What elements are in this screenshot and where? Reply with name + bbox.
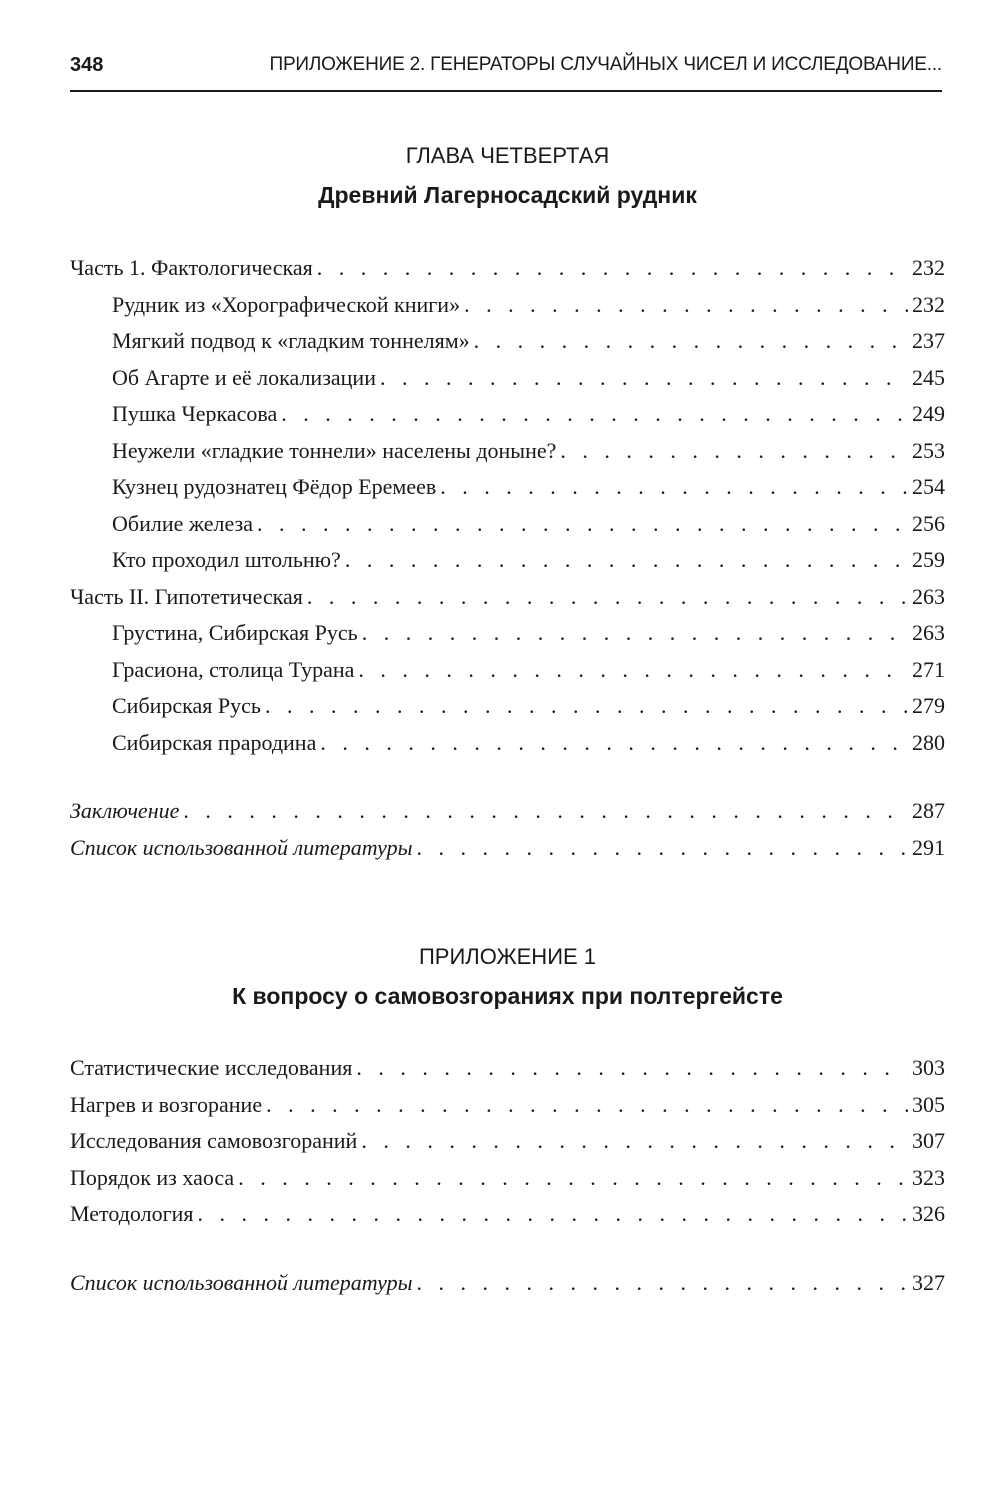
toc-entry[interactable] bbox=[70, 688, 945, 725]
toc-entry[interactable] bbox=[70, 1050, 945, 1087]
toc-entry[interactable] bbox=[70, 506, 945, 543]
dot-leader bbox=[560, 433, 908, 470]
chapter-heading bbox=[70, 141, 945, 211]
toc-entry-page: 326 bbox=[912, 1201, 945, 1226]
toc-entry-title: Список использованной литературы bbox=[70, 834, 413, 860]
dot-leader bbox=[198, 1196, 908, 1233]
dot-leader bbox=[361, 1123, 908, 1160]
dot-leader bbox=[320, 725, 908, 762]
toc-entry-title: Сибирская прародина bbox=[112, 729, 317, 755]
appendix-heading bbox=[70, 942, 945, 1012]
toc-entry[interactable] bbox=[70, 360, 945, 397]
toc-entry-title: Пушка Черкасова bbox=[112, 401, 278, 426]
chapter-label: ГЛАВА ЧЕТВЕРТАЯ bbox=[405, 143, 610, 168]
appendix-toc bbox=[70, 1050, 945, 1301]
toc-entry-page: 237 bbox=[912, 328, 945, 353]
toc-entry-page: 253 bbox=[912, 437, 945, 463]
dot-leader bbox=[307, 579, 908, 616]
toc-entry-title: Кто проходил штольню? bbox=[112, 547, 341, 572]
toc-entry[interactable] bbox=[70, 579, 945, 616]
toc-entry[interactable] bbox=[70, 830, 945, 867]
toc-entry[interactable] bbox=[70, 1196, 945, 1233]
dot-leader bbox=[238, 1160, 908, 1197]
toc-entry[interactable] bbox=[70, 615, 945, 652]
toc-entry-title: Рудник из «Хорографической книги» bbox=[112, 291, 461, 317]
toc-entry-title: Сибирская Русь bbox=[112, 693, 261, 718]
dot-leader bbox=[362, 615, 908, 652]
dot-leader bbox=[266, 1087, 908, 1124]
dot-leader bbox=[464, 287, 908, 324]
toc-entry-title: Об Агарте и её локализации bbox=[112, 364, 376, 390]
toc-gap bbox=[70, 1233, 945, 1265]
toc-entry-page: 263 bbox=[912, 583, 945, 609]
toc-entry-page: 279 bbox=[912, 693, 945, 718]
toc-entry-page: 305 bbox=[912, 1091, 945, 1117]
toc-entry-page: 263 bbox=[912, 620, 945, 645]
toc-entry-page: 291 bbox=[912, 834, 945, 860]
appendix-title: К вопросу о самовозгораниях при полтергейсте bbox=[232, 983, 783, 1009]
toc-entry[interactable] bbox=[70, 1087, 945, 1124]
toc-entry-page: 254 bbox=[912, 474, 945, 499]
toc-entry-title: Грасиона, столица Турана bbox=[112, 656, 355, 682]
dot-leader bbox=[345, 542, 908, 579]
chapter-toc bbox=[70, 250, 945, 866]
appendix-label: ПРИЛОЖЕНИЕ 1 bbox=[418, 944, 597, 969]
toc-entry-page: 249 bbox=[912, 401, 945, 426]
toc-entry[interactable] bbox=[70, 1265, 945, 1302]
toc-entry[interactable] bbox=[70, 396, 945, 433]
toc-entry-page: 303 bbox=[912, 1055, 945, 1080]
toc-entry-page: 323 bbox=[912, 1164, 945, 1190]
toc-entry-title: Неужели «гладкие тоннели» населены доныне? bbox=[112, 437, 557, 463]
toc-entry[interactable] bbox=[70, 793, 945, 830]
toc-entry-title: Методология bbox=[70, 1201, 194, 1226]
dot-leader bbox=[474, 323, 908, 360]
toc-entry-page: 232 bbox=[912, 255, 945, 280]
running-header bbox=[70, 50, 942, 86]
dot-leader bbox=[380, 360, 908, 397]
toc-entry[interactable] bbox=[70, 542, 945, 579]
toc-entry-page: 232 bbox=[912, 291, 945, 317]
dot-leader bbox=[265, 688, 908, 725]
toc-entry-page: 256 bbox=[912, 510, 945, 536]
dot-leader bbox=[317, 250, 908, 287]
toc-entry-title: Обилие железа bbox=[112, 510, 254, 536]
toc-entry-page: 271 bbox=[912, 656, 945, 682]
toc-entry-title: Список использованной литературы bbox=[70, 1269, 413, 1295]
toc-entry[interactable] bbox=[70, 469, 945, 506]
toc-entry-page: 307 bbox=[912, 1128, 945, 1153]
toc-entry-title: Часть II. Гипотетическая bbox=[70, 583, 303, 609]
toc-entry-page: 327 bbox=[912, 1269, 945, 1295]
toc-entry[interactable] bbox=[70, 1123, 945, 1160]
dot-leader bbox=[281, 396, 908, 433]
header-rule bbox=[70, 90, 942, 92]
dot-leader bbox=[257, 506, 908, 543]
toc-entry-title: Грустина, Сибирская Русь bbox=[112, 620, 358, 645]
toc-entry-page: 287 bbox=[912, 798, 945, 823]
dot-leader bbox=[183, 793, 908, 830]
toc-entry[interactable] bbox=[70, 287, 945, 324]
toc-entry-title: Нагрев и возгорание bbox=[70, 1091, 263, 1117]
toc-entry-title: Кузнец рудознатец Фёдор Еремеев bbox=[112, 474, 437, 499]
toc-entry-title: Часть 1. Фактологическая bbox=[70, 255, 313, 280]
toc-entry-title: Исследования самовозгораний bbox=[70, 1128, 358, 1153]
running-title: ПРИЛОЖЕНИЕ 2. ГЕНЕРАТОРЫ СЛУЧАЙНЫХ ЧИСЕЛ И ИССЛЕДОВАНИЕ... bbox=[269, 54, 942, 75]
toc-entry[interactable] bbox=[70, 1160, 945, 1197]
dot-leader bbox=[440, 469, 908, 506]
toc-entry[interactable] bbox=[70, 652, 945, 689]
toc-entry[interactable] bbox=[70, 323, 945, 360]
toc-entry[interactable] bbox=[70, 250, 945, 287]
toc-entry[interactable] bbox=[70, 433, 945, 470]
toc-entry-title: Статистические исследования bbox=[70, 1055, 353, 1080]
toc-entry[interactable] bbox=[70, 725, 945, 762]
chapter-title: Древний Лагерносадский рудник bbox=[318, 182, 697, 208]
page-number: 348 bbox=[70, 54, 104, 76]
toc-entry-title: Порядок из хаоса bbox=[70, 1164, 235, 1190]
toc-entry-title: Заключение bbox=[70, 798, 180, 823]
dot-leader bbox=[358, 652, 908, 689]
dot-leader bbox=[416, 830, 908, 867]
toc-entry-title: Мягкий подвод к «гладким тоннелям» bbox=[112, 328, 470, 353]
dot-leader bbox=[416, 1265, 908, 1302]
toc-gap bbox=[70, 761, 945, 793]
dot-leader bbox=[356, 1050, 908, 1087]
toc-entry-page: 245 bbox=[912, 364, 945, 390]
toc-entry-page: 280 bbox=[912, 729, 945, 755]
toc-entry-page: 259 bbox=[912, 547, 945, 572]
